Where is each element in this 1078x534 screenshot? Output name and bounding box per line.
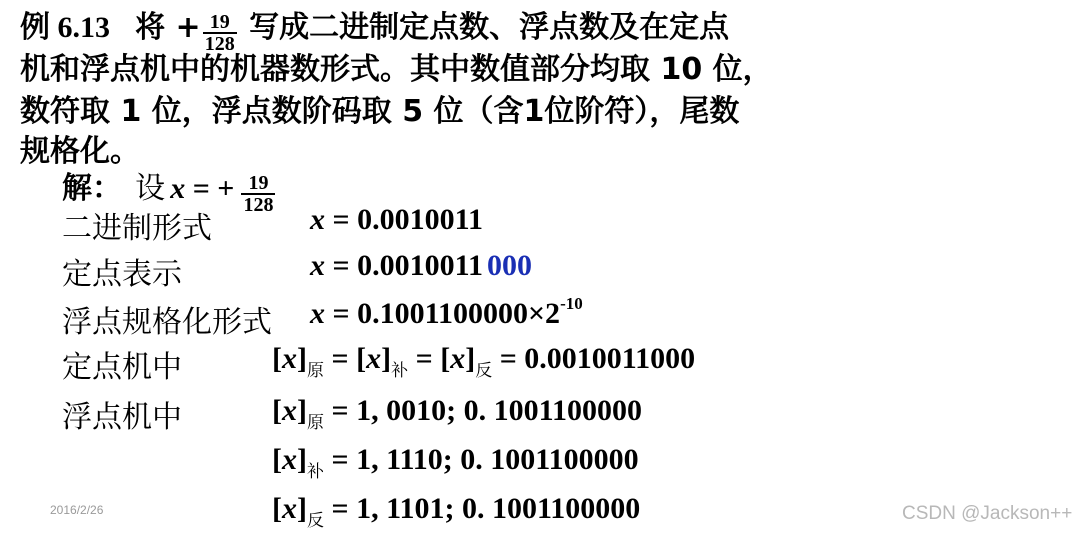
row-value-float: $x = 0.1001100000\times 2^{-10}$ (310, 294, 583, 330)
equals-plus: = + (185, 172, 235, 205)
problem-text-1a: 将 + (135, 10, 201, 45)
fraction: $\frac{19}{128}$ (243, 171, 274, 216)
row-label-binary: 二进制形式 (62, 211, 212, 246)
row-label-fixed: 定点表示 (62, 257, 182, 292)
problem-number: 例 6.13 (20, 11, 110, 44)
set-text: 设 (135, 171, 166, 206)
row-value-float-bu: $[x]_补 = 1$, 1110; 0. 1001100000 (272, 443, 639, 482)
exponent: -10 (560, 294, 583, 313)
fraction: $\frac{19}{128}$ (204, 10, 235, 55)
problem-line-3: 数符取 1 位，浮点数阶码取 5 位（含1位阶符），尾数 (20, 94, 740, 129)
row-value-float-yuan: $[x]_原 = 1$, 0010; 0. 1001100000 (272, 394, 642, 433)
watermark: CSDN @Jackson++ (902, 503, 1073, 524)
problem-line-2: 机和浮点机中的机器数形式。其中数值部分均取 10 位， (20, 52, 773, 87)
problem-line-4: 规格化。 (20, 134, 140, 169)
row-value-float-fan: $[x]_反 = 1$, 1101; 0. 1001100000 (272, 492, 641, 531)
row-label-float-machine: 浮点机中 (62, 400, 182, 435)
row-value-fixed: x = 0.0010011 000 (310, 249, 532, 282)
row-label-fixed-machine: 定点机中 (62, 350, 182, 385)
row-value-binary: x = 0.0010011 (310, 203, 483, 236)
problem-text-1b: 写成二进制定点数、浮点数及在定点 (238, 10, 730, 45)
solution-label: 解： (62, 171, 122, 206)
slide-date: 2016/2/26 (50, 503, 104, 517)
variable-x: x (170, 172, 186, 205)
row-value-fixed-machine: $[x]_原 = [x]_补 = [x]_反 = 0.0010011000$ (272, 342, 696, 381)
padding-zeros: 000 (486, 249, 532, 282)
row-label-float: 浮点规格化形式 (62, 305, 272, 340)
